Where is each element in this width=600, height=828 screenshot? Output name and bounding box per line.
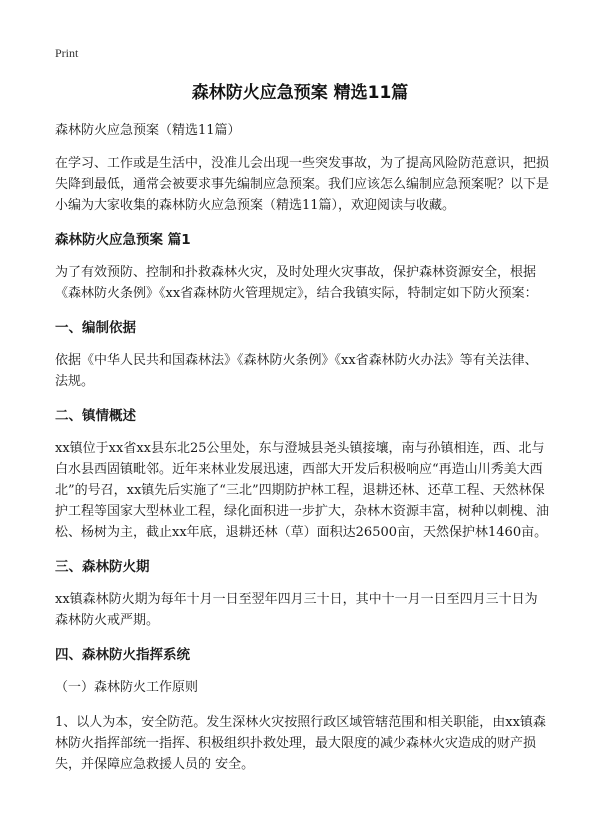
page-title: 森林防火应急预案 精选11篇 bbox=[191, 83, 409, 103]
document-body bbox=[55, 120, 550, 789]
intro-paragraph: 在学习、工作或是生活中，没准儿会出现一些突发事故，为了提高风险防范意识，把损失降到最低，通常会被要求事先编制应急预案。我们应该怎么编制应急预案呢？以下是小编为大家收集的森林防火应急预案（精选11篇），欢迎阅读与收藏。 bbox=[55, 156, 550, 213]
section-body-basis: 依据《中华人民共和国森林法》《森林防火条例》《xx省森林防火办法》等有关法律、法规。 bbox=[55, 353, 538, 389]
print-link[interactable]: Print bbox=[55, 46, 79, 60]
section-heading-basis: 一、编制依据 bbox=[55, 320, 136, 336]
section-heading-overview: 二、镇情概述 bbox=[55, 408, 136, 424]
purpose-paragraph: 为了有效预防、控制和扑救森林火灾，及时处理火灾事故，保护森林资源安全，根据《森林防火条例》《xx省森林防火管理规定》，结合我镇实际，特制定如下防火预案： bbox=[55, 265, 538, 301]
section-main-heading: 森林防火应急预案 篇1 bbox=[55, 232, 191, 248]
document-subtitle: 森林防火应急预案（精选11篇） bbox=[55, 123, 241, 138]
section-heading-command-system: 四、森林防火指挥系统 bbox=[55, 647, 190, 663]
section-body-overview: xx镇位于xx省xx县东北25公里处，东与澄城县尧头镇接壤，南与孙镇相连，西、北与白水县西固镇毗邻。近年来林业发展迅速，西部大开发后积极响应“再造山川秀美大西北”的号召，xx镇先后实施了“三北”四期防护林工程，退耕还林、还草工程、天然林保护工程等国家大型林业工程，绿化面积进一步扩大，杂林木资源丰富，树种以刺槐、油松、杨树为主，截止xx年底，退耕还林（草）面积达26500亩，天然保护林1460亩。 bbox=[55, 441, 550, 540]
section-subheading-principles: （一）森林防火工作原则 bbox=[55, 680, 199, 695]
section-body-fire-period: xx镇森林防火期为每年十月一日至翌年四月三十日，其中十一月一日至四月三十日为森林防火戒严期。 bbox=[55, 592, 538, 628]
section-body-command-system: 1、以人为本，安全防范。发生深林火灾按照行政区域管辖范围和相关职能，由xx镇森林防火指挥部统一指挥、积极组织扑救处理，最大限度的减少森林火灾造成的财产损失，并保障应急救援人员的 安全。 bbox=[55, 715, 546, 772]
section-heading-fire-period: 三、森林防火期 bbox=[55, 559, 150, 575]
